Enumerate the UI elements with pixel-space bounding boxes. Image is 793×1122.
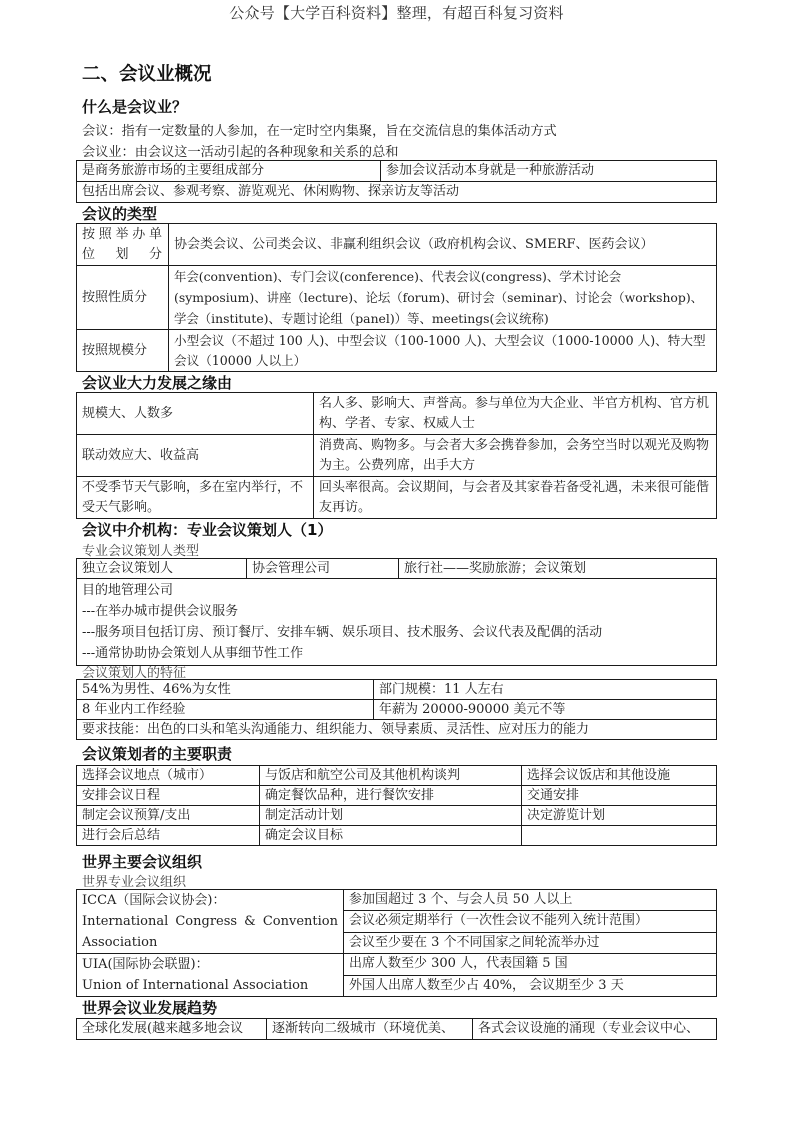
table-cell: 54%为男性、46%为女性 — [77, 680, 374, 700]
table-cell: 消费高、购物多。与会者大多会携眷参加，会务空当时以观光及购物为主。公费列席，出手大方 — [314, 435, 717, 477]
table-cell: 制定活动计划 — [260, 806, 522, 826]
table-row — [77, 579, 717, 666]
orgs-table — [76, 889, 717, 997]
table-cell: 8 年业内工作经验 — [77, 700, 374, 720]
table-row — [77, 806, 717, 826]
table-row — [77, 680, 717, 700]
section-heading-planners: 会议中介机构：专业会议策划人（1） — [82, 521, 333, 539]
section-heading-types: 会议的类型 — [82, 205, 158, 223]
org-name-line: International Congress & Convention Association — [82, 914, 338, 950]
table-cell: 会议必须定期举行（一次性会议不能列入统计范围） — [344, 911, 717, 932]
table-row — [77, 890, 717, 911]
table-row — [77, 559, 717, 579]
dmc-line: 目的地管理公司 — [82, 583, 174, 598]
dmc-line: ---通常协助协会策划人从事细节性工作 — [82, 646, 304, 661]
table-cell: 制定会议预算/支出 — [77, 806, 260, 826]
table-cell: 参加会议活动本身就是一种旅游活动 — [381, 161, 717, 182]
section-heading-trends: 世界会议业发展趋势 — [82, 999, 218, 1017]
table-cell: 交通安排 — [522, 786, 717, 806]
section-heading-reasons: 会议业大力发展之缘由 — [82, 374, 233, 392]
definition-meeting-industry: 会议业：由会议这一活动引起的各种现象和关系的总和 — [82, 145, 399, 160]
table-cell: 名人多、影响大、声誉高。参与单位为大企业、半官方机构、官方机构、学者、专家、权威人士 — [314, 393, 717, 435]
table-cell: 旅行社——奖励旅游；会议策划 — [399, 559, 717, 579]
table-cell: 包括出席会议、参观考察、游览观光、休闲购物、探亲访友等活动 — [77, 182, 717, 203]
table-cell: 要求技能：出色的口头和笔头沟通能力、组织能力、领导素质、灵活性、应对压力的能力 — [77, 720, 717, 740]
dmc-line: ---在举办城市提供会议服务 — [82, 604, 239, 619]
table-cell: 回头率很高。会议期间，与会者及其家眷若备受礼遇，未来很可能偕友再访。 — [314, 477, 717, 519]
subheading-orgs: 世界专业会议组织 — [82, 875, 187, 890]
definition-meeting: 会议：指有一定数量的人参加，在一定时空内集聚，旨在交流信息的集体活动方式 — [82, 124, 557, 139]
table-row — [77, 786, 717, 806]
table-cell: 年薪为 20000-90000 美元不等 — [374, 700, 717, 720]
table-cell: 进行会后总结 — [77, 826, 260, 846]
table-cell: 是商务旅游市场的主要组成部分 — [77, 161, 381, 182]
table-cell: 外国人出席人数至少占 40%， 会议期至少 3 天 — [344, 975, 717, 997]
dmc-cell — [77, 579, 717, 666]
table-cell — [522, 826, 717, 846]
table-row-label: 按照性质分 — [77, 266, 169, 330]
what-is-table — [76, 160, 717, 203]
table-row — [77, 826, 717, 846]
table-row — [77, 1019, 717, 1040]
table-cell: 选择会议饭店和其他设施 — [522, 766, 717, 786]
table-cell: 年会(convention)、专门会议(conference)、代表会议(congress)、学术讨论会(symposium)、讲座（lecture)、论坛（forum)、研讨会（seminar)、讨论会（workshop)、学会（institute)、专题讨论组（panel)）等、meetings(会议统称) — [169, 266, 717, 330]
table-cell: 独立会议策划人 — [77, 559, 247, 579]
table-cell: 与饭店和航空公司及其他机构谈判 — [260, 766, 522, 786]
table-row-label: 按照规模分 — [77, 330, 169, 372]
table-cell: 各式会议设施的涌现（专业会议中心、 — [473, 1019, 717, 1040]
table-row — [77, 224, 717, 266]
table-cell: 确定餐饮品种，进行餐饮安排 — [260, 786, 522, 806]
section-heading-orgs: 世界主要会议组织 — [82, 853, 203, 871]
org-uia-name — [77, 954, 344, 997]
table-cell: 协会类会议、公司类会议、非赢利组织会议（政府机构会议、SMERF、医药会议） — [169, 224, 717, 266]
planner-types-table — [76, 558, 717, 666]
header-note: 公众号【大学百科资料】整理，有超百科复习资料 — [229, 4, 564, 22]
table-cell: 全球化发展(越来越多地会议 — [77, 1019, 267, 1040]
org-icca-name — [77, 890, 344, 954]
table-row — [77, 266, 717, 330]
meeting-types-table — [76, 223, 717, 372]
table-cell: 规模大、人数多 — [77, 393, 314, 435]
table-row — [77, 161, 717, 182]
table-row — [77, 700, 717, 720]
duties-table — [76, 765, 717, 846]
trends-table — [76, 1018, 717, 1040]
table-cell: 参加国超过 3 个、与会人员 50 人以上 — [344, 890, 717, 911]
table-cell: 确定会议目标 — [260, 826, 522, 846]
table-row — [77, 435, 717, 477]
table-row — [77, 954, 717, 976]
table-cell: 会议至少要在 3 个不同国家之间轮流举办过 — [344, 932, 717, 953]
table-cell: 联动效应大、收益高 — [77, 435, 314, 477]
table-cell: 逐渐转向二级城市（环境优美、 — [267, 1019, 473, 1040]
table-cell: 部门规模：11 人左右 — [374, 680, 717, 700]
subheading-features: 会议策划人的特征 — [82, 666, 187, 681]
table-cell: 安排会议日程 — [77, 786, 260, 806]
reasons-table — [76, 392, 717, 519]
page-title: 二、会议业概况 — [82, 64, 212, 85]
table-cell: 出席人数至少 300 人，代表国籍 5 国 — [344, 954, 717, 976]
table-cell: 不受季节天气影响，多在室内举行，不受天气影响。 — [77, 477, 314, 519]
table-row — [77, 477, 717, 519]
table-row-label: 按照举办单位划分 — [77, 224, 169, 266]
table-row — [77, 766, 717, 786]
org-name-line: Union of International Association — [82, 978, 309, 993]
section-heading-duties: 会议策划者的主要职责 — [82, 745, 233, 763]
table-row — [77, 393, 717, 435]
table-cell: 决定游览计划 — [522, 806, 717, 826]
table-row — [77, 720, 717, 740]
org-name-line: ICCA（国际会议协会)： — [82, 893, 226, 908]
section-heading-what-is: 什么是会议业？ — [82, 98, 188, 116]
org-name-line: UIA(国际协会联盟)： — [82, 957, 209, 972]
planner-features-table — [76, 679, 717, 740]
subheading-planner-types: 专业会议策划人类型 — [82, 544, 200, 559]
table-cell: 小型会议（不超过 100 人)、中型会议（100-1000 人)、大型会议（1000-10000 人)、特大型会议（10000 人以上） — [169, 330, 717, 372]
table-row — [77, 182, 717, 203]
table-cell: 协会管理公司 — [247, 559, 399, 579]
table-row — [77, 330, 717, 372]
dmc-line: ---服务项目包括订房、预订餐厅、安排车辆、娱乐项目、技术服务、会议代表及配偶的活动 — [82, 625, 603, 640]
table-cell: 选择会议地点（城市） — [77, 766, 260, 786]
